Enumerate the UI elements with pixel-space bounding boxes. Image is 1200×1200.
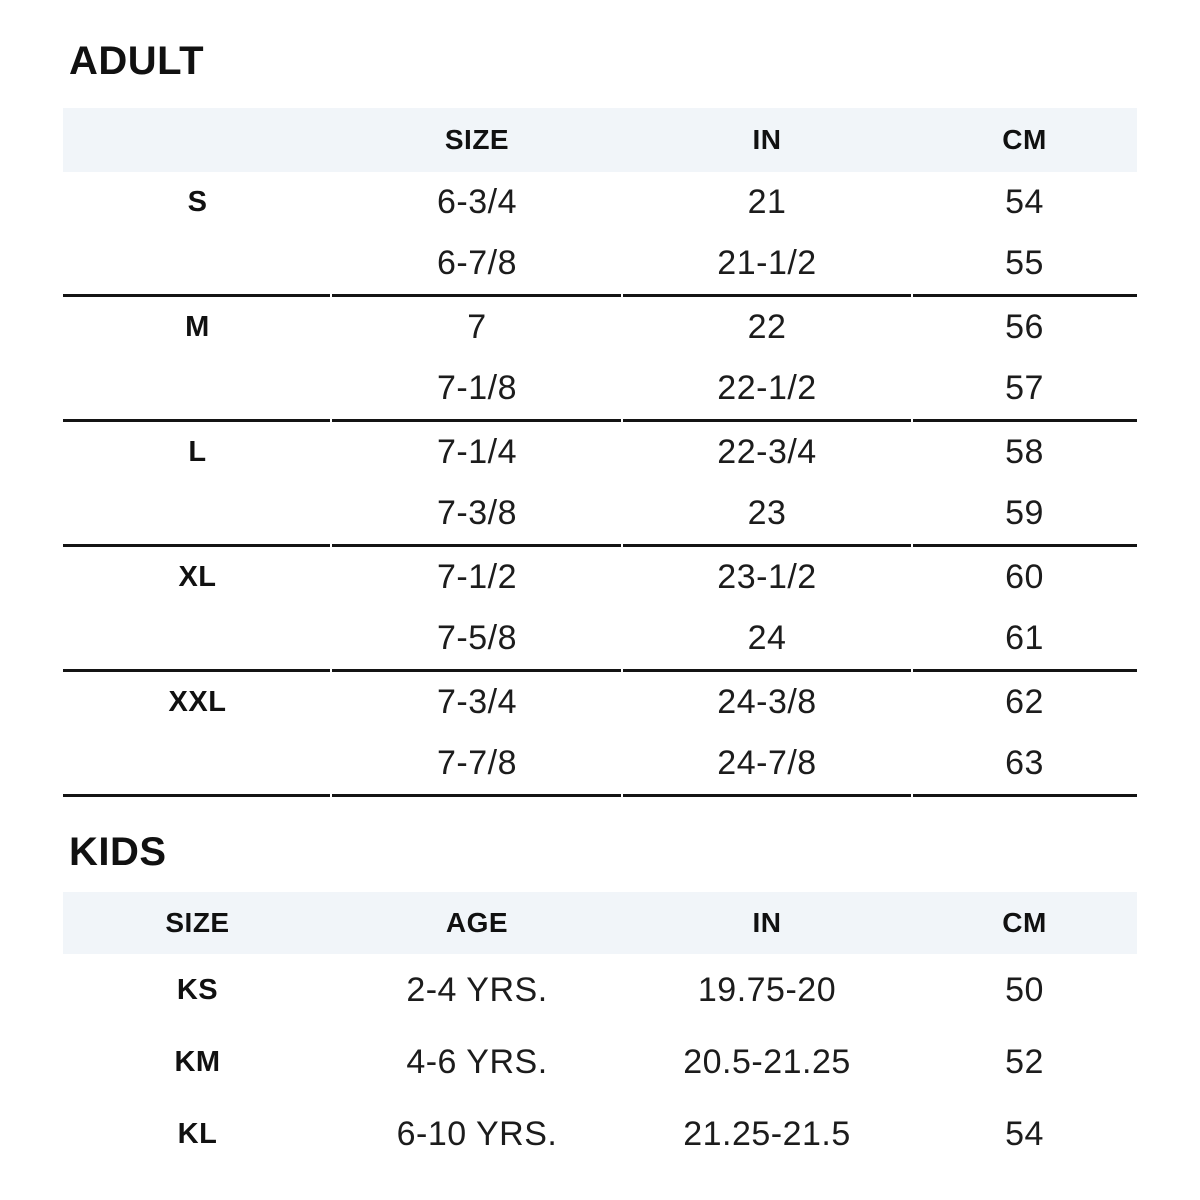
adult-header-size: SIZE <box>332 108 622 172</box>
cm-value: 62 <box>1005 683 1044 721</box>
in-value: 21 <box>747 183 787 221</box>
size-value: 7-7/8 <box>437 744 517 782</box>
size-value: 7-5/8 <box>437 619 517 657</box>
table-row <box>63 233 1137 294</box>
size-value: 7 <box>467 308 487 346</box>
in-value: 23 <box>747 494 787 532</box>
kids-table-header-row <box>63 892 1137 954</box>
size-value: 7-3/4 <box>437 683 517 721</box>
size-label: KM <box>174 1045 221 1078</box>
size-label: L <box>188 436 207 468</box>
table-row <box>63 733 1137 794</box>
table-row <box>63 1026 1137 1098</box>
size-value: 6-7/8 <box>437 244 517 282</box>
adult-section-title: ADULT <box>69 39 205 83</box>
size-label: XXL <box>168 686 227 718</box>
kids-header-size: SIZE <box>63 892 332 954</box>
size-label: XL <box>178 561 217 593</box>
size-label: M <box>185 311 210 343</box>
adult-table-header-row <box>63 108 1137 172</box>
size-label <box>63 483 332 544</box>
size-label: S <box>187 186 208 218</box>
size-value: 6-3/4 <box>437 183 517 221</box>
cm-value: 58 <box>1005 433 1044 471</box>
table-row <box>63 358 1137 419</box>
cm-value: 59 <box>1005 494 1044 532</box>
table-row <box>63 483 1137 544</box>
in-value: 24-7/8 <box>717 744 817 782</box>
age-value: 6-10 YRS. <box>396 1114 558 1153</box>
size-value: 7-1/2 <box>437 558 517 596</box>
in-value: 22-1/2 <box>717 369 817 407</box>
table-row <box>63 297 1137 358</box>
in-value: 20.5-21.25 <box>683 1042 851 1081</box>
in-value: 22-3/4 <box>717 433 817 471</box>
table-row <box>63 954 1137 1026</box>
kids-header-cm: CM <box>912 892 1137 954</box>
in-value: 21-1/2 <box>717 244 817 282</box>
in-value: 23-1/2 <box>717 558 817 596</box>
size-label <box>63 358 332 419</box>
table-row <box>63 672 1137 733</box>
age-value: 2-4 YRS. <box>406 970 548 1009</box>
table-row <box>63 172 1137 233</box>
in-value: 24 <box>747 619 787 657</box>
cm-value: 54 <box>1005 1114 1044 1153</box>
cm-value: 57 <box>1005 369 1044 407</box>
in-value: 24-3/8 <box>717 683 817 721</box>
kids-header-age: AGE <box>332 892 622 954</box>
adult-header-blank <box>63 108 332 172</box>
kids-size-table <box>63 892 1137 1170</box>
cm-value: 52 <box>1005 1042 1044 1081</box>
cm-value: 55 <box>1005 244 1044 282</box>
cm-value: 61 <box>1005 619 1044 657</box>
size-value: 7-3/8 <box>437 494 517 532</box>
cm-value: 56 <box>1005 308 1044 346</box>
table-row <box>63 1098 1137 1170</box>
adult-header-cm: CM <box>912 108 1137 172</box>
table-row <box>63 422 1137 483</box>
size-value: 7-1/4 <box>437 433 517 471</box>
cm-value: 54 <box>1005 183 1044 221</box>
table-row <box>63 547 1137 608</box>
cm-value: 63 <box>1005 744 1044 782</box>
in-value: 19.75-20 <box>697 970 837 1009</box>
adult-header-in: IN <box>622 108 912 172</box>
table-row <box>63 608 1137 669</box>
size-label <box>63 233 332 294</box>
in-value: 21.25-21.5 <box>683 1114 851 1153</box>
size-label <box>63 733 332 794</box>
size-label: KS <box>176 973 219 1006</box>
group-separator <box>63 794 1137 797</box>
cm-value: 60 <box>1005 558 1044 596</box>
kids-header-in: IN <box>622 892 912 954</box>
age-value: 4-6 YRS. <box>406 1042 548 1081</box>
size-value: 7-1/8 <box>437 369 517 407</box>
size-label <box>63 608 332 669</box>
cm-value: 50 <box>1005 970 1044 1009</box>
adult-size-table <box>63 108 1137 797</box>
size-label: KL <box>177 1117 218 1150</box>
in-value: 22 <box>747 308 787 346</box>
kids-section-title: KIDS <box>69 830 167 874</box>
